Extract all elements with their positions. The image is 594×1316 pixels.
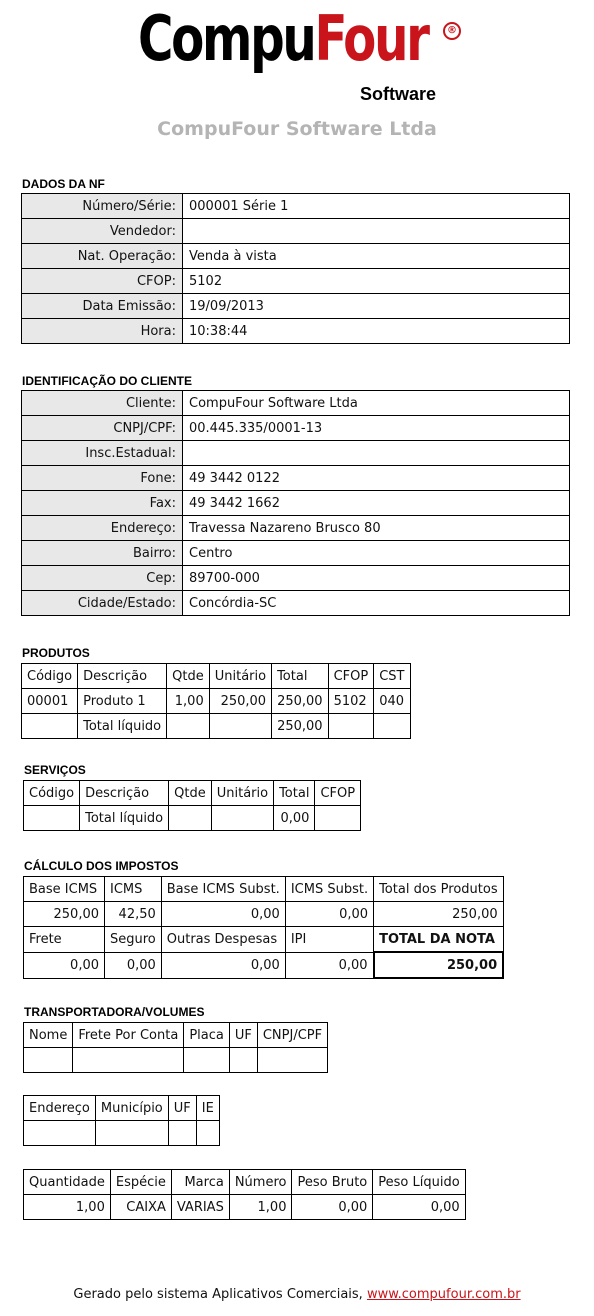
table-row: 250,00 42,50 0,00 0,00 250,00: [24, 902, 504, 927]
table-row: Bairro: Centro: [22, 541, 570, 566]
section-title-cliente: IDENTIFICAÇÃO DO CLIENTE: [22, 374, 192, 388]
table-header-row: Quantidade Espécie Marca Número Peso Bruto Peso Líquido: [24, 1170, 466, 1195]
table-row: 1,00 CAIXA VARIAS 1,00 0,00 0,00: [24, 1195, 466, 1220]
table-row: Nat. Operação: Venda à vista: [22, 244, 570, 269]
table-row: Vendedor:: [22, 219, 570, 244]
table-header-row: Código Descrição Qtde Unitário Total CFOP: [24, 781, 361, 806]
section-title-produtos: PRODUTOS: [22, 646, 90, 660]
table-row: [24, 1048, 328, 1073]
volumes-table: [23, 1169, 466, 1220]
table-row: Fax: 49 3442 1662: [22, 491, 570, 516]
table-row: Data Emissão: 19/09/2013: [22, 294, 570, 319]
footer-text: Gerado pelo sistema Aplicativos Comerciais,: [73, 1287, 367, 1302]
table-row: Fone: 49 3442 0122: [22, 466, 570, 491]
registered-icon: ®: [443, 22, 461, 40]
table-header-row: Base ICMS ICMS Base ICMS Subst. ICMS Subst. Total dos Produtos: [24, 877, 504, 902]
transportadora-table: [23, 1022, 328, 1073]
impostos-table: [23, 876, 504, 979]
logo-wordmark: CompuFour: [138, 2, 428, 75]
table-row: Cidade/Estado: Concórdia-SC: [22, 591, 570, 616]
section-title-servicos: SERVIÇOS: [24, 763, 86, 777]
table-header-row: Código Descrição Qtde Unitário Total CFOP CST: [22, 664, 411, 689]
table-header-row: Nome Frete Por Conta Placa UF CNPJ/CPF: [24, 1023, 328, 1048]
produtos-table: [21, 663, 411, 739]
table-row: Número/Série: 000001 Série 1: [22, 194, 570, 219]
table-total-row: Total líquido 250,00: [22, 714, 411, 739]
table-row: CFOP: 5102: [22, 269, 570, 294]
table-total-row: Total líquido 0,00: [24, 806, 361, 831]
endereco-table: [23, 1095, 220, 1146]
table-row: [24, 1121, 220, 1146]
cliente-table: [21, 390, 570, 616]
table-row: 00001 Produto 1 1,00 250,00 250,00 5102 040: [22, 689, 411, 714]
logo-subtitle: Software: [360, 84, 437, 104]
company-name: CompuFour Software Ltda: [157, 118, 437, 140]
company-logo: [138, 2, 468, 104]
servicos-table: [23, 780, 361, 831]
table-row: Cliente: CompuFour Software Ltda: [22, 391, 570, 416]
footer: [0, 1287, 594, 1302]
table-header-row: Frete Seguro Outras Despesas IPI TOTAL DA NOTA: [24, 927, 504, 953]
table-row: 0,00 0,00 0,00 0,00 250,00: [24, 952, 504, 978]
table-header-row: Endereço Município UF IE: [24, 1096, 220, 1121]
table-row: Hora: 10:38:44: [22, 319, 570, 344]
footer-link[interactable]: www.compufour.com.br: [366, 1287, 521, 1302]
table-row: CNPJ/CPF: 00.445.335/0001-13: [22, 416, 570, 441]
table-row: Endereço: Travessa Nazareno Brusco 80: [22, 516, 570, 541]
section-title-impostos: CÁLCULO DOS IMPOSTOS: [24, 859, 179, 873]
nf-table: [21, 193, 570, 344]
section-title-transportadora: TRANSPORTADORA/VOLUMES: [24, 1005, 205, 1019]
section-title-nf: DADOS DA NF: [22, 177, 105, 191]
table-row: Cep: 89700-000: [22, 566, 570, 591]
table-row: Insc.Estadual:: [22, 441, 570, 466]
